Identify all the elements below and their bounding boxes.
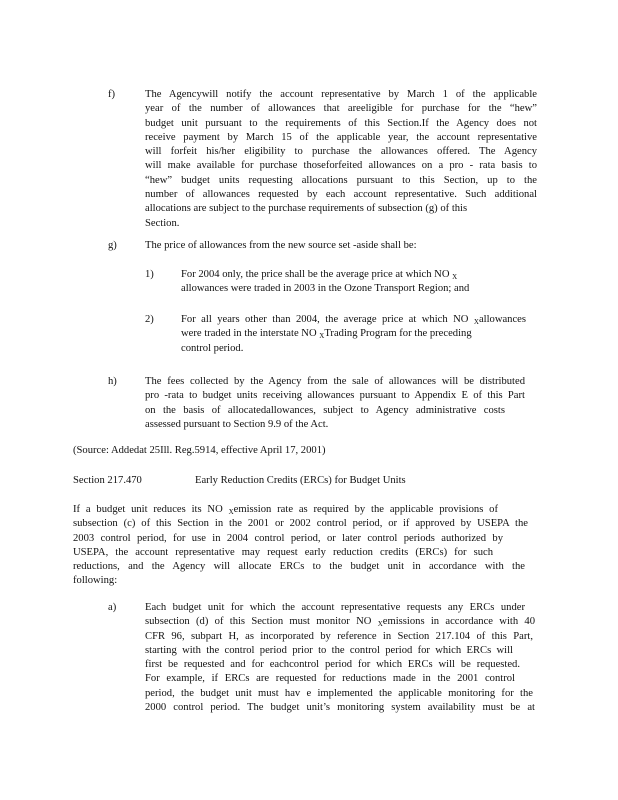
item-h-line: The fees collected by the Agency from the sale of allowances will be distributed (145, 376, 525, 387)
item-g2-label: 2) (145, 314, 154, 325)
item-a-line: 2000 control period. The budget unit’s monitoring system availability must be at (145, 702, 535, 714)
nox-subscript: X (452, 273, 458, 281)
item-g2-text (181, 313, 526, 356)
item-g2-line2: were traded in the interstate NO (181, 328, 317, 340)
intro-line1-end: emission rate as required by the applicable provisions of (233, 504, 498, 515)
item-g2-line: control period. (181, 342, 244, 354)
item-g-line: The price of allowances from the new source set -aside shall be: (145, 240, 417, 251)
item-g-label: g) (108, 240, 117, 251)
item-g2-line1-end: allowances (478, 314, 526, 325)
item-g1-line: allowances were traded in 2003 in the Ozone Transport Region; and (181, 283, 470, 295)
item-f-line: will make available for purchase thoseforfeited allowances on a pro - rata basis to (145, 160, 537, 172)
item-a-line: Each budget unit for which the account representative requests any ERCs under (145, 602, 525, 613)
source-note: (Source: Addedat 25Ill. Reg.5914, effective April 17, 2001) (73, 445, 326, 456)
nox-subscript: X (377, 620, 383, 629)
item-g2-line1: For all years other than 2004, the average price at which NO (181, 314, 469, 325)
item-a-line2: subsection (d) of this Section must monitor NO (145, 616, 372, 628)
item-f-line: will forfeit his/her eligibility to purchase the allowances offered. The Agency (145, 146, 537, 158)
item-f-line: number of allowances requested by each account representative. Such additional (145, 189, 537, 201)
item-g1-line (181, 268, 511, 282)
nox-subscript: X (228, 508, 234, 516)
intro-paragraph (73, 503, 528, 589)
item-f-line: Section. (145, 217, 180, 229)
intro-line: following: (73, 575, 118, 587)
item-a-line: first be requested and for eachcontrol period for which ERCs will be requested. (145, 659, 520, 671)
item-f-line: The Agencywill notify the account representative by March 1 of the applicable (145, 89, 537, 100)
intro-line: subsection (c) of this Section in the 2001 or 2002 control period, or if approved by USEPA the (73, 518, 528, 530)
item-h-text (145, 375, 525, 432)
item-a-text (145, 601, 535, 715)
item-a-line: CFR 96, subpart H, as incorporated by reference in Section 217.104 of this Part, (145, 630, 533, 642)
intro-line: USEPA, the account representative may request early reduction credits (ERCs) for such (73, 546, 493, 558)
item-a-label: a) (108, 602, 117, 613)
intro-line1: If a budget unit reduces its NO (73, 504, 223, 515)
item-g1-label: 1) (145, 269, 154, 280)
item-f-line: budget unit pursuant to the requirements of this Section.If the Agency does not (145, 117, 537, 129)
item-h-line: pro -rata to budget units receiving allowances pursuant to Appendix E of this Part (145, 390, 525, 402)
intro-line (73, 503, 498, 517)
intro-line: reductions, and the Agency will allocate ERCs to the budget unit in accordance with the (73, 561, 525, 573)
item-f-label: f) (108, 89, 116, 100)
item-a-line: period, the budget unit must hav e implemented the applicable monitoring for the (145, 687, 533, 699)
item-f-line: “hew” budget units requesting allocations pursuant to this Section, up to the (145, 174, 537, 186)
item-a-line (145, 615, 535, 629)
nox-subscript: X (319, 332, 325, 341)
item-a-line2-end: emissions in accordance with 40 (382, 616, 536, 628)
item-a-line: starting with the control period prior to the control period for which ERCs will (145, 644, 513, 656)
item-g1-text (181, 268, 511, 297)
item-h-label: h) (108, 376, 117, 387)
nox-subscript: X (473, 318, 479, 326)
item-g2-line (181, 313, 526, 327)
item-f-line: allocations are subject to the purchase requirements of subsection (g) of this (145, 203, 468, 215)
item-f-line: receive payment by March 15 of the applicable year, the account representative (145, 131, 537, 143)
item-h-line: assessed pursuant to Section 9.9 of the Act. (145, 418, 329, 430)
item-g-text (145, 239, 455, 253)
section-title: Early Reduction Credits (ERCs) for Budget Units (195, 475, 406, 486)
intro-line: 2003 control period, for use in 2004 control period, or later control periods authorized by (73, 532, 503, 544)
item-f-line: year of the number of allowances that areeligible for purchase for the “hew” (145, 103, 537, 115)
item-g2-line2-end: Trading Program for the preceding (324, 328, 472, 340)
item-h-line: on the basis of allocatedallowances, subject to Agency administrative costs (145, 404, 505, 416)
section-number: Section 217.470 (73, 475, 142, 486)
item-f-text (145, 88, 537, 231)
item-g2-line (181, 327, 501, 341)
item-a-line: For example, if ERCs are requested for reductions made in the 2001 control (145, 673, 515, 685)
item-g1-line1: For 2004 only, the price shall be the average price at which NO (181, 269, 450, 280)
